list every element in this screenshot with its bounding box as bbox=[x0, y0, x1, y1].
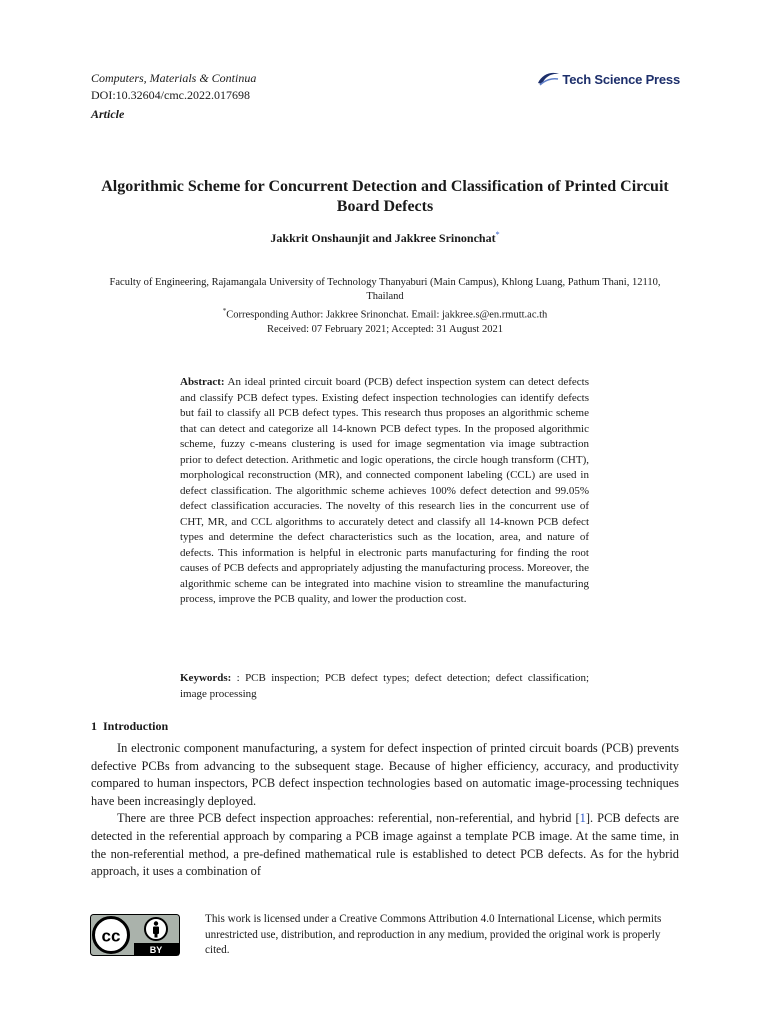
affiliation: Faculty of Engineering, Rajamangala University of Technology Thanyaburi (Main Campus), Khlong Luang, Pathum Thani, 12110, Thailand bbox=[109, 277, 661, 302]
abstract-text: An ideal printed circuit board (PCB) defect inspection system can detect defects and classify PCB defect types. Existing defect inspection technologies can identify defects but fail to classify all PCB defect types. This research thus proposes an algorithmic scheme that can detect and categorize all 14-known PCB defect types. In the proposed algorithmic scheme, fuzzy c-means clustering is used for image segmentation via image subtraction prior to defect detection. Arithmetic and logic operations, the circle hough transform (CHT), morphological reconstruction (MR), and connected component labeling (CCL) are used in defect classification. The algorithmic scheme achieves 100% defect detection and 99.05% defect classification accuracies. The novelty of this research lies in the concurrent use of CHT, MR, and CCL algorithms to accurately detect and classify all 14-known PCB defect types and determine the defect characteristics such as the location, area, and nature of defects. This information is helpful in electronic parts manufacturing for finding the root causes of PCB defects and appropriately adjusting the manufacturing process. Moreover, the algorithmic scheme can be integrated into machine vision to streamline the manufacturing process, improve the PCB quality, and lower the production cost. bbox=[180, 376, 589, 605]
body-text bbox=[91, 740, 679, 881]
authors bbox=[90, 230, 680, 246]
section-number: 1 bbox=[91, 719, 97, 733]
corresponding-mark: * bbox=[222, 307, 227, 315]
paragraph-2-text-a: There are three PCB defect inspection approaches: referential, non-referential, and hybrid [ bbox=[117, 811, 580, 826]
cc-by-license-badge-icon[interactable] bbox=[90, 914, 180, 956]
affiliation-block bbox=[100, 276, 670, 337]
doi: DOI:10.32604/cmc.2022.017698 bbox=[91, 88, 250, 102]
corresponding-author-text: Corresponding Author: Jakkree Srinonchat. Email: jakkree.s@en.rmutt.ac.th bbox=[226, 309, 548, 321]
section-title: Introduction bbox=[103, 719, 169, 733]
paragraph-2 bbox=[91, 810, 679, 880]
cc-badge-text: cc bbox=[101, 926, 121, 946]
section-heading bbox=[91, 719, 168, 734]
corresponding-mark[interactable]: * bbox=[495, 230, 500, 239]
paragraph-1: In electronic component manufacturing, a system for defect inspection of printed circuit boards (PCB) prevents defective PCBs from advancing to the subsequent stage. Because of higher efficiency, accuracy, and productivity compared to human inspectors, PCB defect inspection technologies based on automatic image-processing techniques have been increasingly deployed. bbox=[91, 741, 679, 808]
corresponding-author bbox=[100, 304, 670, 323]
journal-name: Computers, Materials & Continua bbox=[91, 71, 257, 85]
author-names: Jakkrit Onshaunjit and Jakkree Srinonchat bbox=[270, 231, 496, 245]
publisher-name: Tech Science Press bbox=[562, 71, 680, 87]
keywords-text: : PCB inspection; PCB defect types; defect detection; defect classification; image processing bbox=[180, 672, 589, 700]
abstract bbox=[180, 375, 589, 608]
keywords-label: Keywords: bbox=[180, 672, 232, 684]
paragraph-2-text-b: ]. PCB defects are detected in the referential approach by comparing a PCB image against a template PCB image. At the same time, in the non-referential method, a pre-defined mathematical rule is established to detect PCB defects. As for the hybrid approach, it uses a combination of bbox=[91, 811, 679, 879]
license-text: This work is licensed under a Creative Commons Attribution 4.0 International License, which permits unrestricted use, distribution, and reproduction in any medium, provided the original work is properly cited. bbox=[205, 913, 662, 956]
abstract-label: Abstract: bbox=[180, 376, 225, 388]
publisher-logo bbox=[536, 69, 680, 89]
citation-link[interactable]: 1 bbox=[579, 811, 586, 826]
keywords bbox=[180, 670, 589, 702]
tech-science-press-swoosh-icon bbox=[536, 70, 560, 88]
received-accepted-dates: Received: 07 February 2021; Accepted: 31 August 2021 bbox=[267, 323, 503, 335]
article-type: Article bbox=[91, 107, 125, 121]
paper-title: Algorithmic Scheme for Concurrent Detection and Classification of Printed Circuit Board Defects bbox=[101, 178, 669, 215]
by-badge-text: BY bbox=[149, 945, 163, 955]
